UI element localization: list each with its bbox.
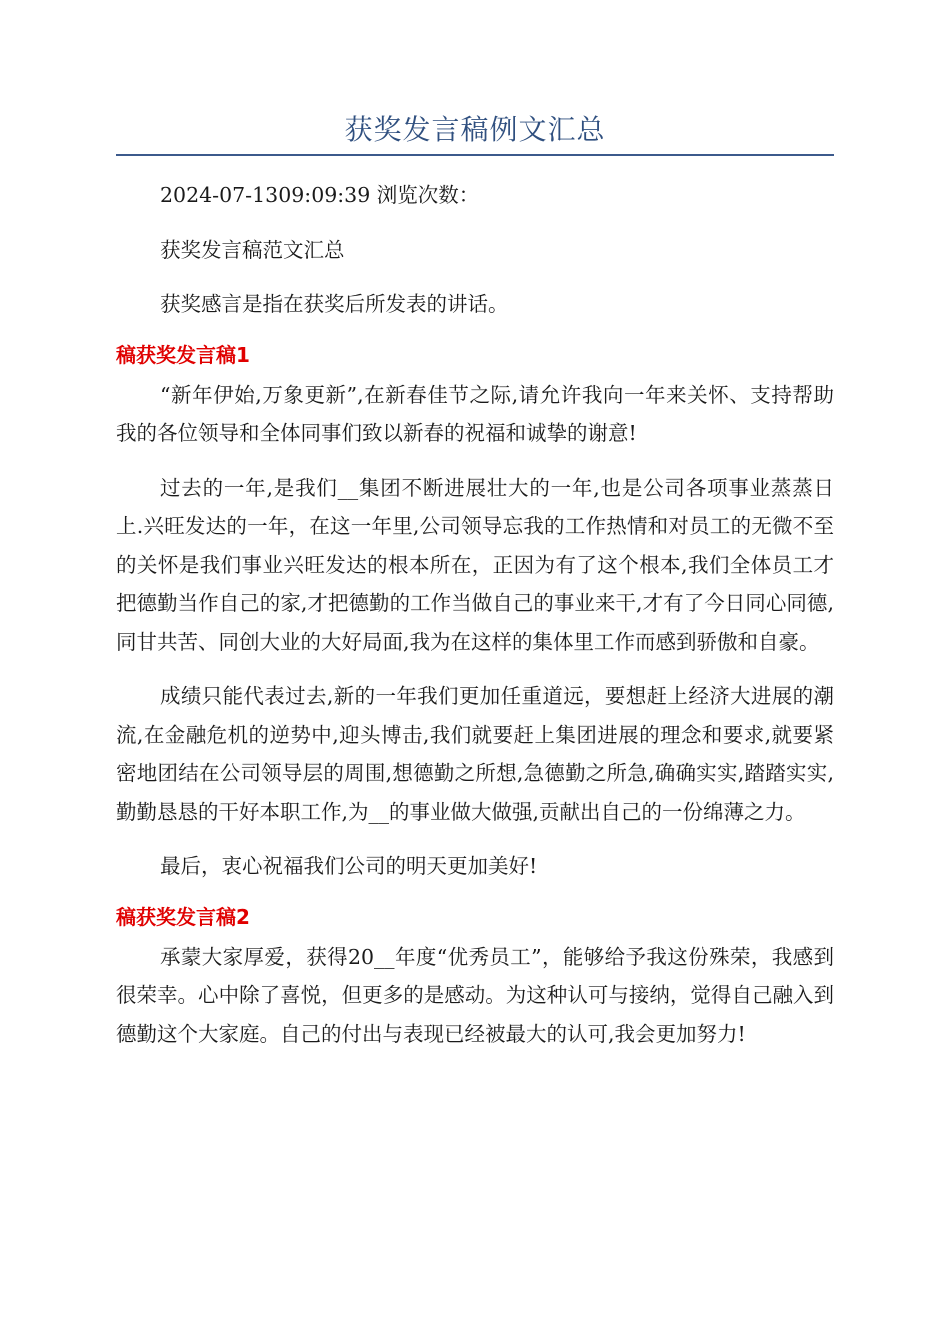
section-heading-1: 稿获奖发言稿1 [116,342,250,367]
section-heading-2: 稿获奖发言稿2 [116,904,250,929]
section1-paragraph: 过去的一年,是我们__集团不断进展壮大的一年,也是公司各项事业蒸蒸日上.兴旺发达的一年，在这一年里,公司领导忘我的工作热情和对员工的无微不至的关怀是我们事业兴旺发达的根本所在，正因为有了这个根本,我们全体员工才把德勤当作自己的家,才把德勤的工作当做自己的事业来干,才有了今日同心同德,同甘共苦、同创大业的大好局面,我为在这样的集体里工作而感到骄傲和自豪。 [116,475,834,654]
subtitle: 获奖发言稿范文汇总 [160,237,345,262]
document-title: 获奖发言稿例文汇总 [344,113,606,146]
meta-line: 2024-07-1309:09:39 浏览次数： [160,183,480,207]
section2-paragraph: 承蒙大家厚爱，获得20__年度“优秀员工”，能够给予我这份殊荣，我感到很荣幸。心中除了喜悦，但更多的是感动。为这种认可与接纳，觉得自己融入到德勤这个大家庭。自己的付出与表现已经被最大的认可,我会更加努力! [116,944,834,1046]
section1-paragraph: “新年伊始,万象更新”,在新春佳节之际,请允许我向一年来关怀、支持帮助我的各位领导和全体同事们致以新春的祝福和诚挚的谢意! [116,382,834,445]
title-divider [116,154,834,156]
intro-paragraph: 获奖感言是指在获奖后所发表的讲话。 [160,292,509,316]
section1-paragraph: 最后，衷心祝福我们公司的明天更加美好! [160,854,538,878]
section1-paragraph: 成绩只能代表过去,新的一年我们更加任重道远，要想赶上经济大进展的潮流,在金融危机的逆势中,迎头博击,我们就要赶上集团进展的理念和要求,就要紧密地团结在公司领导层的周围,想德勤之所想,急德勤之所急,确确实实,踏踏实实,勤勤恳恳的干好本职工作,为__的事业做大做强,贡献出自己的一份绵薄之力。 [116,684,834,824]
document-body [116,176,834,1069]
